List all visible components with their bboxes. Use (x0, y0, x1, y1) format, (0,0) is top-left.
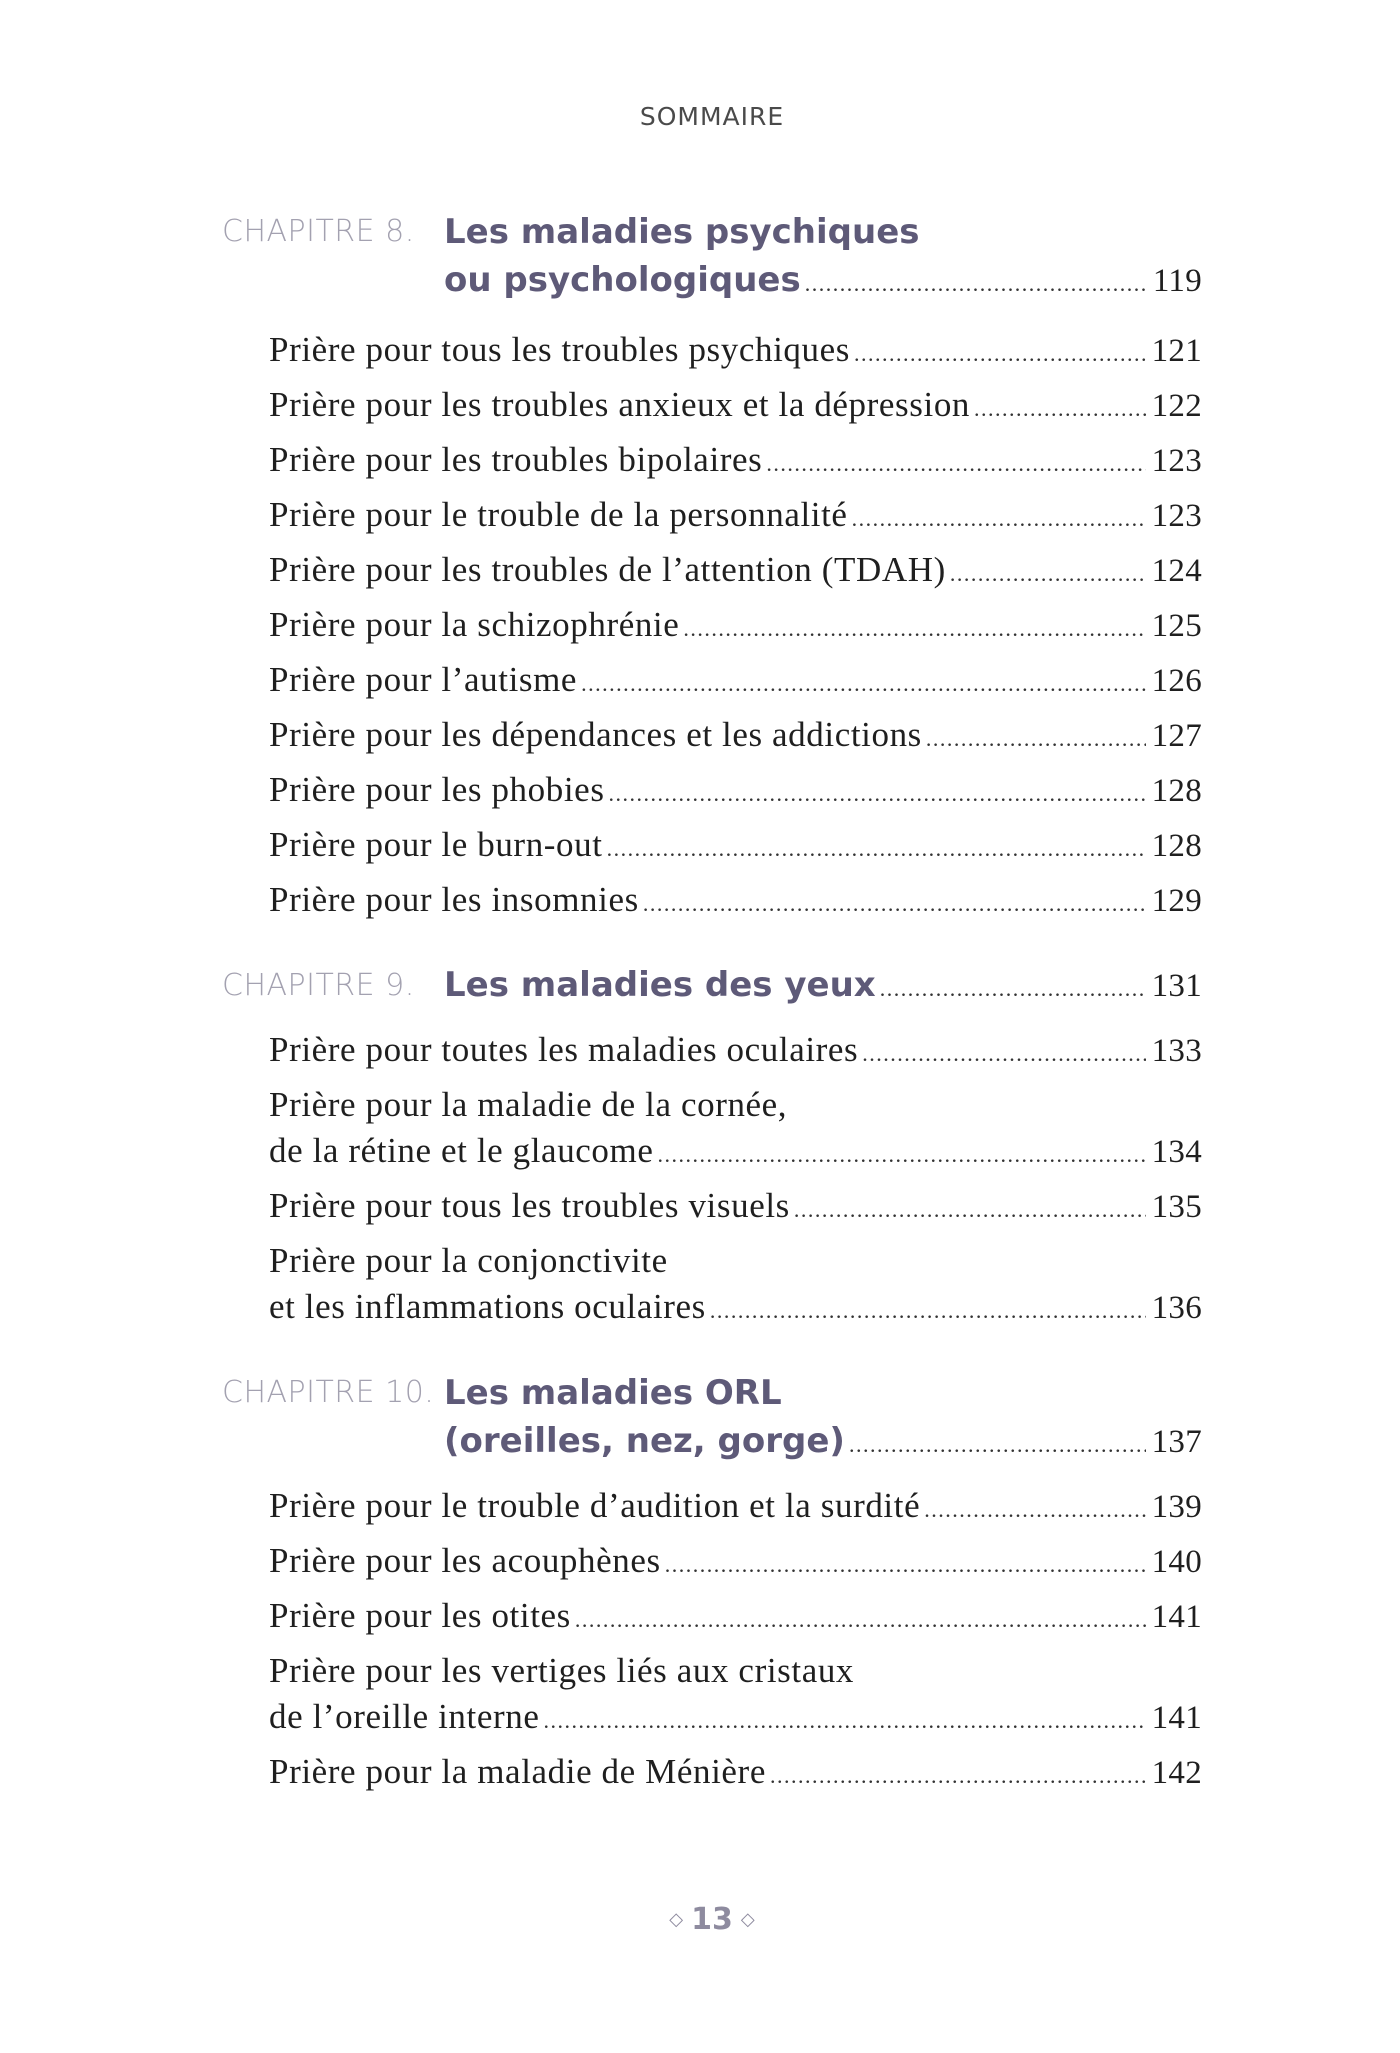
diamond-ornament-icon: ◇ (740, 1909, 755, 1930)
toc-entry[interactable] (269, 825, 1202, 865)
toc-entry-text: Prière pour les troubles bipolaires (269, 440, 763, 479)
toc-entry-text: Prière pour les otites (269, 1596, 571, 1635)
toc-entry-text: Prière pour toutes les maladies oculaires (269, 1030, 859, 1069)
toc-entry-text: Prière pour l’autisme (269, 660, 578, 699)
toc-entry-page: 129 (1151, 883, 1202, 919)
chapter-9-page: 131 (1151, 968, 1202, 1004)
toc-entry[interactable] (269, 1131, 1202, 1171)
page-number-value: 13 (691, 1902, 733, 1937)
toc-entry[interactable] (269, 1752, 1202, 1792)
dot-leader (683, 616, 1145, 642)
dot-leader (609, 781, 1146, 807)
chapter-8-title-line2: ou psychologiques (444, 260, 801, 300)
dot-leader (766, 451, 1145, 477)
chapter-8-title-line1[interactable]: Les maladies psychiques (444, 212, 920, 252)
toc-entry[interactable] (269, 1596, 1202, 1636)
chapter-9-title-row[interactable] (444, 965, 1202, 1005)
toc-entry-text: Prière pour tous les troubles psychiques (269, 330, 850, 369)
dot-leader (658, 1142, 1146, 1168)
chapter-8-label: CHAPITRE 8. (222, 214, 415, 249)
toc-entry-text: Prière pour les insomnies (269, 880, 639, 919)
dot-leader (805, 271, 1147, 297)
toc-entry-page: 127 (1151, 718, 1202, 754)
chapter-9-title: Les maladies des yeux (444, 965, 876, 1005)
dot-leader (926, 726, 1146, 752)
toc-entry-text: de la rétine et le glaucome (269, 1131, 654, 1170)
toc-entry-page: 141 (1151, 1700, 1202, 1736)
toc-entry-text-line1: Prière pour les vertiges liés aux cristaux (269, 1651, 855, 1690)
toc-entry-text: Prière pour les phobies (269, 770, 605, 809)
toc-entry-text: Prière pour le trouble d’audition et la surdité (269, 1486, 921, 1525)
toc-entry[interactable] (269, 660, 1202, 700)
toc-entry-page: 121 (1151, 333, 1202, 369)
toc-entry[interactable] (269, 330, 1202, 370)
toc-entry-page: 134 (1151, 1134, 1202, 1170)
dot-leader (643, 891, 1146, 917)
toc-entry-text: Prière pour les acouphènes (269, 1541, 661, 1580)
dot-leader (710, 1298, 1146, 1324)
dot-leader (852, 506, 1146, 532)
diamond-ornament-icon: ◇ (669, 1909, 684, 1930)
toc-entry-page: 123 (1151, 443, 1202, 479)
toc-entry-text-line1: Prière pour la conjonctivite (269, 1241, 668, 1280)
dot-leader (770, 1763, 1146, 1789)
dot-leader (974, 396, 1146, 422)
toc-entry-page: 123 (1151, 498, 1202, 534)
toc-entry[interactable] (269, 1030, 1202, 1070)
toc-entry-page: 136 (1151, 1290, 1202, 1326)
dot-leader (543, 1708, 1145, 1734)
dot-leader (665, 1552, 1146, 1578)
chapter-10-label: CHAPITRE 10. (222, 1375, 435, 1410)
toc-entry-text: Prière pour la maladie de Ménière (269, 1752, 766, 1791)
toc-entry[interactable] (269, 440, 1202, 480)
toc-entry-page: 124 (1151, 553, 1202, 589)
chapter-10-title-row[interactable] (444, 1421, 1202, 1461)
toc-entry-page: 126 (1151, 663, 1202, 699)
dot-leader (862, 1041, 1145, 1067)
dot-leader (924, 1497, 1145, 1523)
dot-leader (854, 341, 1146, 367)
chapter-10-title-line2: (oreilles, nez, gorge) (444, 1421, 845, 1461)
dot-leader (880, 976, 1146, 1002)
toc-entry-text: Prière pour les dépendances et les addictions (269, 715, 922, 754)
toc-entry-page: 142 (1151, 1755, 1202, 1791)
toc-entry-page: 140 (1151, 1544, 1202, 1580)
toc-entry-text: de l’oreille interne (269, 1697, 540, 1736)
toc-entry-text: et les inflammations oculaires (269, 1287, 706, 1326)
toc-entry-page: 133 (1151, 1033, 1202, 1069)
chapter-9-label: CHAPITRE 9. (222, 968, 415, 1003)
toc-entry-page: 128 (1151, 828, 1202, 864)
toc-entry[interactable] (269, 1287, 1202, 1327)
toc-entry[interactable] (269, 385, 1202, 425)
toc-entry[interactable] (269, 1186, 1202, 1226)
toc-entry-text-line1: Prière pour la maladie de la cornée, (269, 1085, 788, 1124)
dot-leader (794, 1197, 1146, 1223)
toc-entry[interactable] (269, 495, 1202, 535)
dot-leader (849, 1432, 1146, 1458)
toc-entry-page: 125 (1151, 608, 1202, 644)
running-header: SOMMAIRE (639, 102, 785, 131)
toc-entry-text: Prière pour les troubles anxieux et la dépression (269, 385, 971, 424)
dot-leader (575, 1607, 1146, 1633)
toc-entry[interactable] (269, 770, 1202, 810)
chapter-10-page: 137 (1151, 1424, 1202, 1460)
toc-entry[interactable] (269, 1697, 1202, 1737)
toc-entry[interactable] (269, 605, 1202, 645)
toc-entry-text: Prière pour la schizophrénie (269, 605, 680, 644)
toc-entry[interactable] (269, 880, 1202, 920)
chapter-8-page: 119 (1152, 263, 1202, 299)
dot-leader (607, 836, 1146, 862)
toc-entry-text: Prière pour les troubles de l’attention (TDAH) (269, 550, 946, 589)
page-number (0, 1902, 1400, 1937)
dot-leader (581, 671, 1146, 697)
chapter-8-title-row[interactable] (444, 260, 1202, 300)
toc-entry[interactable] (269, 1486, 1202, 1526)
toc-entry[interactable] (269, 1541, 1202, 1581)
toc-entry-page: 141 (1151, 1599, 1202, 1635)
dot-leader (950, 561, 1146, 587)
toc-entry-text: Prière pour le burn-out (269, 825, 603, 864)
toc-entry[interactable] (269, 550, 1202, 590)
toc-entry-page: 122 (1151, 388, 1202, 424)
toc-entry-page: 139 (1151, 1489, 1202, 1525)
chapter-10-title-line1[interactable]: Les maladies ORL (444, 1373, 782, 1413)
toc-entry-page: 135 (1151, 1189, 1202, 1225)
toc-entry[interactable] (269, 715, 1202, 755)
toc-entry-text: Prière pour tous les troubles visuels (269, 1186, 790, 1225)
toc-entry-text: Prière pour le trouble de la personnalité (269, 495, 848, 534)
toc-entry-page: 128 (1151, 773, 1202, 809)
